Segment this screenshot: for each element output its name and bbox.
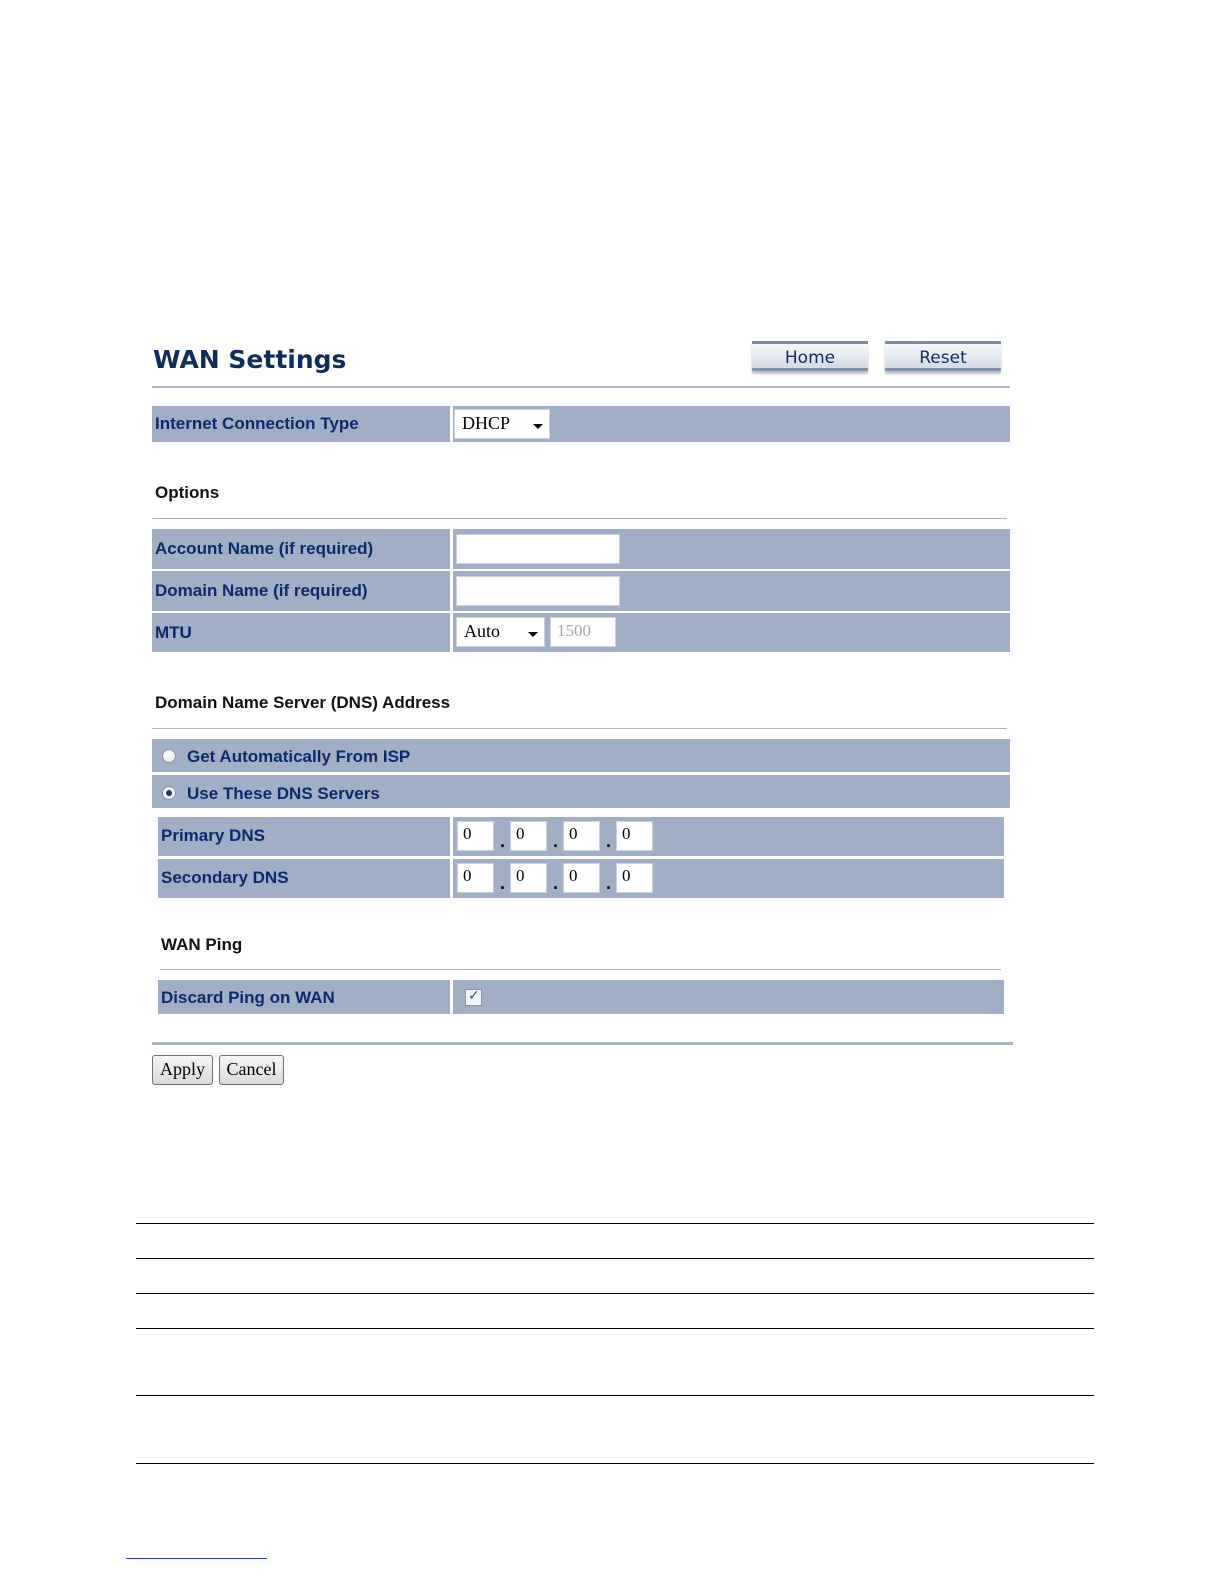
dns-auto-row[interactable] [152, 739, 1010, 772]
table-rule [136, 1328, 1094, 1329]
mtu-value-input[interactable]: 1500 [550, 617, 616, 647]
chevron-down-icon [533, 424, 543, 429]
ip-separator: . [553, 873, 559, 893]
row-divider [450, 817, 453, 856]
title-divider [152, 386, 1010, 388]
dns-auto-radio[interactable] [162, 749, 176, 763]
footer-link-underline[interactable] [126, 1558, 267, 1559]
primary-dns-row [158, 817, 1004, 856]
ip-separator: . [500, 873, 506, 893]
domain-name-row [152, 571, 1010, 611]
page-title: WAN Settings [153, 345, 347, 374]
secondary-dns-label: Secondary DNS [161, 868, 289, 887]
form-bottom-divider [152, 1042, 1013, 1045]
dns-auto-label: Get Automatically From ISP [187, 747, 411, 766]
account-name-row [152, 529, 1010, 569]
row-divider [450, 613, 453, 652]
options-heading: Options [155, 483, 220, 502]
primary-dns-label: Primary DNS [161, 826, 265, 845]
ip-separator: . [606, 873, 612, 893]
wan-ping-divider [160, 969, 1001, 970]
checkmark-icon: ✓ [468, 988, 480, 1004]
dns-manual-row[interactable] [152, 775, 1010, 808]
dns-heading: Domain Name Server (DNS) Address [155, 693, 451, 712]
connection-type-value: DHCP [462, 413, 511, 433]
ip-separator: . [500, 831, 506, 851]
primary-dns-octet-1[interactable]: 0 [457, 821, 494, 851]
primary-dns-octet-2[interactable]: 0 [510, 821, 547, 851]
row-divider [450, 406, 453, 442]
table-rule [136, 1463, 1094, 1464]
discard-ping-checkbox[interactable] [465, 989, 482, 1006]
table-rule [136, 1223, 1094, 1224]
secondary-dns-octet-1[interactable]: 0 [457, 863, 494, 893]
domain-name-label: Domain Name (if required) [155, 581, 368, 600]
connection-type-label: Internet Connection Type [155, 414, 359, 433]
table-rule [136, 1258, 1094, 1259]
account-name-label: Account Name (if required) [155, 539, 374, 558]
secondary-dns-octet-2[interactable]: 0 [510, 863, 547, 893]
table-rule [136, 1293, 1094, 1294]
home-button[interactable]: Home [752, 341, 868, 371]
mtu-mode-select[interactable] [456, 617, 545, 647]
discard-ping-row [158, 980, 1004, 1014]
account-name-input[interactable] [456, 534, 620, 564]
chevron-down-icon [528, 632, 538, 637]
dns-divider [152, 728, 1007, 729]
row-divider [450, 529, 453, 569]
wan-ping-heading: WAN Ping [161, 935, 243, 954]
cancel-button[interactable]: Cancel [219, 1055, 284, 1085]
row-divider [450, 980, 453, 1014]
radio-selected-dot [166, 790, 172, 796]
table-rule [136, 1395, 1094, 1396]
dns-manual-label: Use These DNS Servers [187, 784, 380, 803]
primary-dns-octet-3[interactable]: 0 [563, 821, 600, 851]
row-divider [450, 859, 453, 898]
apply-button[interactable]: Apply [152, 1055, 213, 1085]
secondary-dns-octet-4[interactable]: 0 [616, 863, 653, 893]
options-divider [152, 518, 1007, 519]
secondary-dns-row [158, 859, 1004, 898]
primary-dns-octet-4[interactable]: 0 [616, 821, 653, 851]
mtu-mode-value: Auto [464, 621, 500, 641]
discard-ping-label: Discard Ping on WAN [161, 988, 335, 1007]
domain-name-input[interactable] [456, 576, 620, 606]
ip-separator: . [553, 831, 559, 851]
reset-button[interactable]: Reset [885, 341, 1001, 371]
connection-type-select[interactable] [454, 409, 550, 439]
connection-type-row [152, 406, 1010, 442]
mtu-row [152, 613, 1010, 652]
dns-manual-radio[interactable] [162, 786, 176, 800]
row-divider [450, 571, 453, 611]
secondary-dns-octet-3[interactable]: 0 [563, 863, 600, 893]
ip-separator: . [606, 831, 612, 851]
mtu-label: MTU [155, 623, 192, 642]
